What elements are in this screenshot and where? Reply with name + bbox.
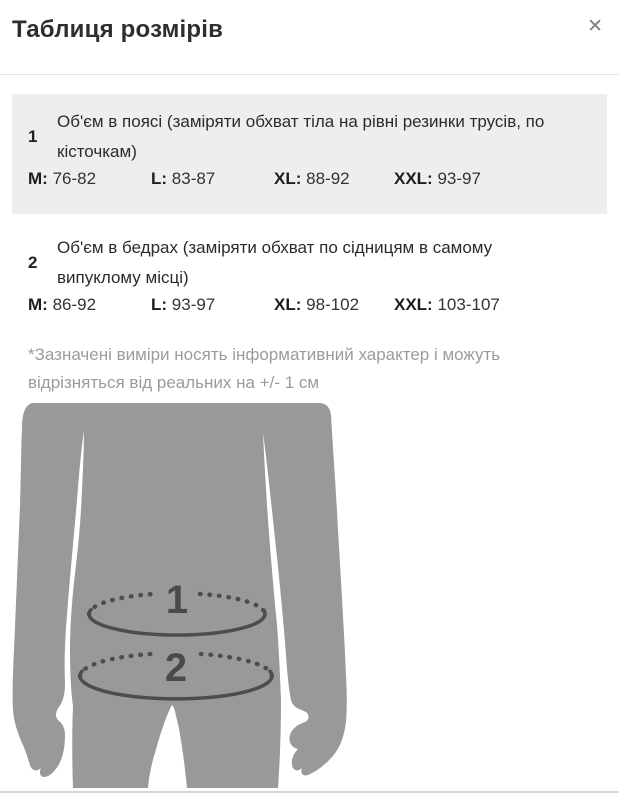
size-value: 93-97 bbox=[171, 295, 216, 314]
size-label: L: bbox=[151, 169, 168, 188]
size-label: M: bbox=[28, 169, 48, 188]
size-cell-m bbox=[28, 293, 151, 317]
size-value: 83-87 bbox=[171, 169, 216, 188]
hips-description-row bbox=[28, 233, 591, 293]
waist-description-row bbox=[28, 107, 591, 167]
size-value: 103-107 bbox=[437, 295, 500, 314]
row-number: 2 bbox=[28, 253, 38, 272]
size-cell-xl bbox=[274, 167, 394, 191]
page-title: Таблиця розмірів bbox=[12, 16, 224, 43]
modal-header bbox=[0, 0, 619, 75]
body-measurement-diagram bbox=[0, 403, 619, 789]
close-icon[interactable]: ✕ bbox=[587, 16, 603, 37]
hips-description: Об'єм в бедрах (заміряти обхват по сідницям в самому випуклому місці) bbox=[57, 238, 493, 287]
size-cell-xxl bbox=[394, 293, 591, 317]
size-cell-xxl bbox=[394, 167, 591, 191]
size-cell-l bbox=[151, 293, 274, 317]
waist-measure-label: 1 bbox=[165, 578, 189, 622]
size-label: XXL: bbox=[394, 295, 433, 314]
size-value: 93-97 bbox=[437, 169, 481, 188]
waist-description: Об'єм в поясі (заміряти обхват тіла на рівні резинки трусів, по кісточкам) bbox=[57, 112, 545, 161]
size-label: XL: bbox=[274, 169, 302, 188]
size-section-waist bbox=[12, 94, 607, 214]
size-label: L: bbox=[151, 295, 168, 314]
bottom-divider bbox=[0, 791, 619, 793]
hips-measure-label: 2 bbox=[164, 646, 188, 690]
size-label: XL: bbox=[274, 295, 302, 314]
disclaimer-note: *Зазначені виміри носять інформативний характер і можуть відрізняться від реальних на +/- 1 см bbox=[28, 345, 501, 392]
row-number: 1 bbox=[28, 127, 38, 146]
size-cell-l bbox=[151, 167, 274, 191]
size-value: 88-92 bbox=[306, 169, 350, 188]
size-value: 98-102 bbox=[306, 295, 360, 314]
size-value: 86-92 bbox=[52, 295, 97, 314]
hips-sizes-row bbox=[28, 293, 591, 317]
size-cell-xl bbox=[274, 293, 394, 317]
size-value: 76-82 bbox=[52, 169, 97, 188]
size-cell-m bbox=[28, 167, 151, 191]
size-label: XXL: bbox=[394, 169, 433, 188]
size-section-hips bbox=[12, 220, 607, 340]
waist-sizes-row bbox=[28, 167, 591, 191]
size-label: M: bbox=[28, 295, 48, 314]
